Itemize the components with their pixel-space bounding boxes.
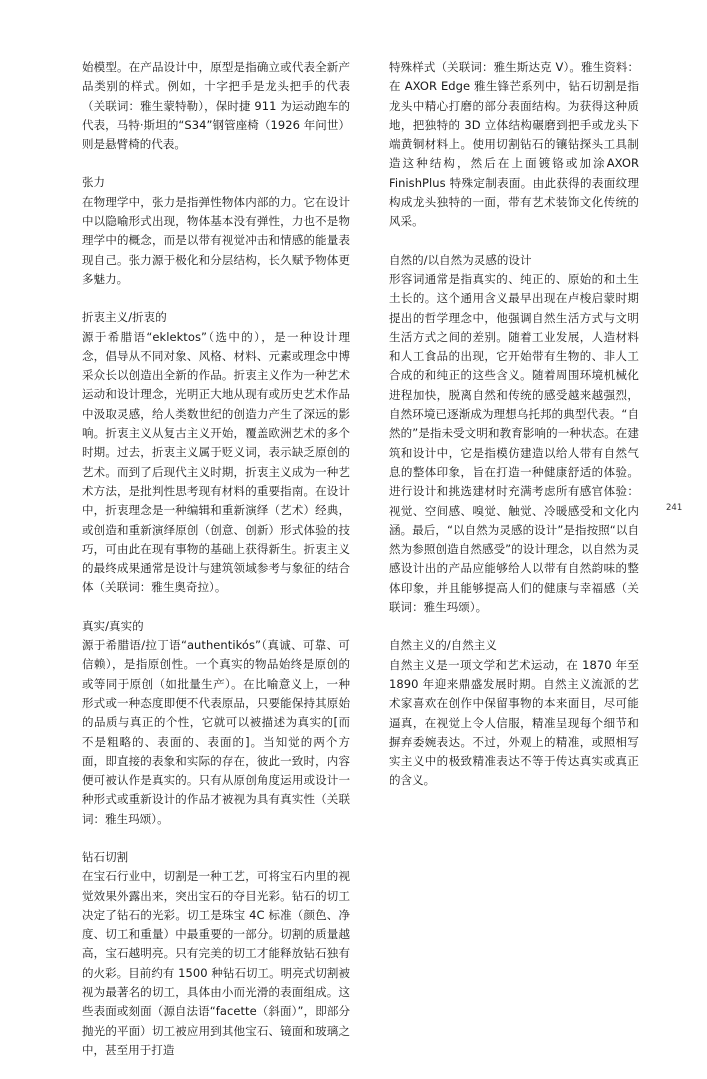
entry-body: 特殊样式（关联词：雅生斯达克 V）。雅生资料：在 AXOR Edge 雅生锋芒系列中，钻石切割是指龙头中精心打磨的部分表面结构。为获得这种质地，把独特的 3D 立体结构碾磨到把手或龙头下端黄铜材料上。使用切割钻石的镶钻探头工具制造这种结构，然后在上面镀铬或加涂AXOR FinishPlus 特殊定制表面。由此获得的表面纹理构成龙头独特的一面，带有艺术装饰文化传统的风采。: [389, 60, 639, 229]
right-column: [389, 58, 639, 810]
entry-title: 自然的/以自然为灵感的设计: [389, 252, 532, 267]
entry-diamond-cut-continued: [389, 58, 639, 232]
entry-body: 自然主义是一项文学和艺术运动，在 1870 年至 1890 年迎来鼎盛发展时期。自然主义流派的艺术家喜欢在创作中保留事物的本来面目，尽可能逼真，在视觉上令人信服，精准呈现每个细节和摒弃委婉表达。不过，外观上的精准，或照相写实主义中的极致精准表达不等于传达真实或真正的含义。: [389, 657, 639, 788]
entry-naturalism: [389, 636, 639, 790]
entry-body: 源于希腊语/拉丁语“authentikós”（真诚、可靠、可信赖），是指原创性。一个真实的物品始终是原创的或等同于原创（如批量生产）。在比喻意义上，一种形式或一种态度即便不代表原品，只要能保持其原始的品质与真正的个性，它就可以被描述为真实的[而不是粗略的、表面的、表面的]。当知觉的两个方面，即直接的表象和实际的存在，彼此一致时，内容便可被认作是真实的。只有从原创角度运用或设计一种形式或重新设计的作品才被视为具有真实性（关联词：雅生玛颂）。: [82, 638, 350, 826]
entry-natural-design: [389, 251, 639, 618]
entry-eclecticism: [82, 308, 350, 597]
entry-tension: [82, 173, 350, 289]
entry-body: 形容词通常是指真实的、纯正的、原始的和土生土长的。这个通用含义最早出现在卢梭启蒙时期提出的哲学理念中，他强调自然生活方式与文明生活方式之间的差别。随着工业发展，人造材料和人工食品的出现，它开始带有生物的、非人工合成的和纯正的这些含义。随着周围环境机械化进程加快，脱离自然和传统的感受越来越强烈，自然环境已逐渐成为理想乌托邦的典型代表。“自然的”是指未受文明和教育影响的一种状态。在建筑和设计中，它是指模仿建造以给人带有自然气息的整体印象，旨在打造一种健康舒适的体验。进行设计和挑选建材时充满考虑所有感官体验：视觉、空间感、嗅觉、触觉、冷暖感受和文化内涵。最后，“以自然为灵感的设计”是指按照“以自然为参照创造自然感受”的设计理念，以自然为灵感设计出的产品应能够给人以带有自然韵味的整体印象，并且能够提高人们的健康与幸福感（关联词：雅生玛颂）。: [389, 271, 639, 615]
entry-body: 在物理学中，张力是指弹性物体内部的力。它在设计中以隐喻形式出现，物体基本没有弹性，力也不是物理学中的概念，而是以带有视觉冲击和情感的能量表现自己。张力源于极化和分层结构，长久赋予物体更多魅力。: [82, 194, 350, 286]
entry-prototype-continued: [82, 58, 350, 154]
entry-title: 钻石切割: [82, 849, 129, 864]
entry-title: 自然主义的/自然主义: [389, 638, 497, 653]
page-number: 241: [666, 503, 683, 513]
entry-title: 张力: [82, 175, 106, 190]
entry-authentic: [82, 617, 350, 829]
entry-title: 真实/真实的: [82, 618, 144, 633]
entry-title: 折衷主义/折衷的: [82, 310, 167, 325]
entry-body: 源于希腊语“eklektos”（选中的），是一种设计理念，倡导从不同对象、风格、材料、元素或理念中博采众长以创造出全新的作品。折衷主义作为一种艺术运动和设计理念，光明正大地从现有或历史艺术作品中汲取灵感，给人类数世纪的创造力产生了深远的影响。折衷主义从复古主义开始，覆盖欧洲艺术的多个时期。过去，折衷主义属于贬义词，表示缺乏原创的艺术。而到了后现代主义时期，折衷主义成为一种艺术方法，是批判性思考现有材料的重要指南。在设计中，折衷理念是一种编辑和重新演绎（艺术）经典，或创造和重新演绎原创（创意、创新）形式体验的技巧，可由此在现有事物的基础上获得新生。折衷主义的最终成果通常是设计与建筑领域参考与象征的结合体（关联词：雅生奥奇拉）。: [82, 329, 350, 595]
entry-body: 在宝石行业中，切割是一种工艺，可将宝石内里的视觉效果外露出来，突出宝石的夺目光彩。钻石的切工决定了钻石的光彩。切工是珠宝 4C 标准（颜色、净度、切工和重量）中最重要的一部分。切割的质量越高，宝石越明亮。只有完美的切工才能释放钻石独有的火彩。目前约有 1500 种钻石切工。明亮式切割被视为最著名的切工，具体由小而光滑的表面组成。这些表面或刻面（源自法语“facette（斜面）”，即部分抛光的平面）切工被应用到其他宝石、镜面和玻璃之中，甚至用于打造: [82, 869, 350, 1057]
entry-diamond-cut: [82, 848, 350, 1060]
entry-body: 始模型。在产品设计中，原型是指确立或代表全新产品类别的样式。例如，十字把手是龙头把手的代表（关联词：雅生蒙特勒），保时捷 911 为运动跑车的代表，马特·斯坦的“S34”钢管座椅（1926 年问世）则是悬臂椅的代表。: [82, 60, 350, 152]
left-column: [82, 58, 350, 1079]
